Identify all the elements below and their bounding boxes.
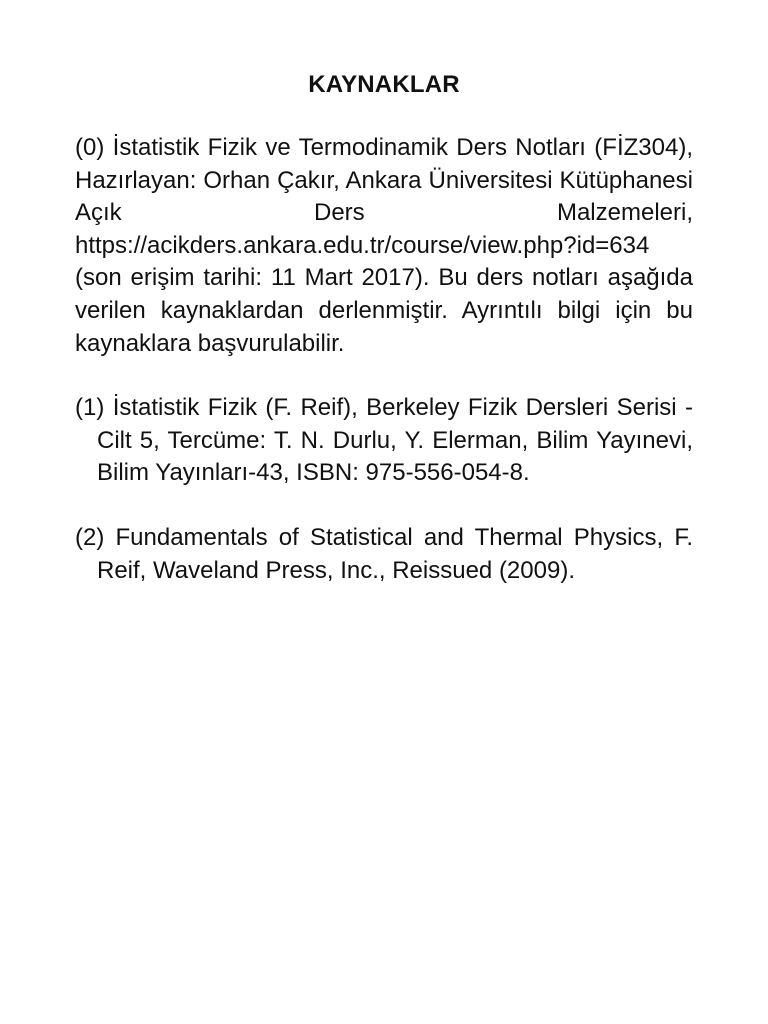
reference-0: (0) İstatistik Fizik ve Termodinamik Ders Notları (FİZ304), Hazırlayan: Orhan Çakır, Ankara Üniversitesi Kütüphanesi Açık Ders Malzemeleri, https://acikders.ankara.edu.tr/course/view.php?id=634 (son erişim tarihi: 11 Mart 2017). Bu ders notları aşağıda verilen kaynaklardan derlenmiştir. Ayrıntılı bilgi için bu kaynaklara başvurulabilir. <box>75 134 693 357</box>
reference-1: (1) İstatistik Fizik (F. Reif), Berkeley Fizik Dersleri Serisi - Cilt 5, Tercüme: T. N. Durlu, Y. Elerman, Bilim Yayınevi, Bilim Yayınları-43, ISBN: 975-556-054-8. <box>75 394 693 487</box>
document-page <box>75 68 693 619</box>
reference-2: (2) Fundamentals of Statistical and Thermal Physics, F. Reif, Waveland Press, Inc., Reissued (2009). <box>75 523 693 584</box>
page-title: KAYNAKLAR <box>308 71 460 98</box>
